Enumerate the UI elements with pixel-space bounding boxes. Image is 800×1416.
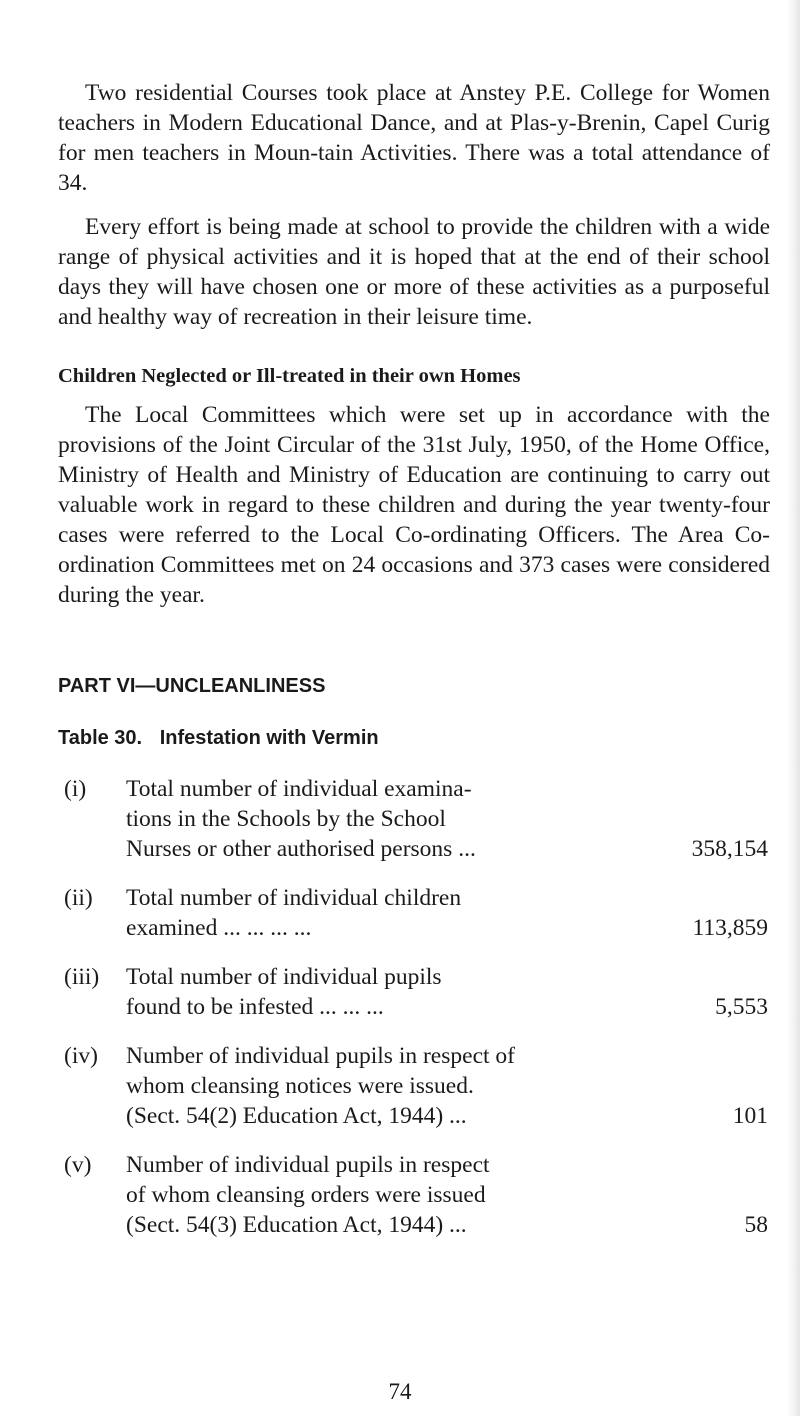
row-label: (i) bbox=[64, 776, 87, 802]
paragraph-residential-courses: Two residential Courses took place at Anstey P.E. College for Women teachers in Modern Educational Dance, and at Plas-y-Brenin, Capel Curig for men teachers in Moun-tain Activities. There was a total attendance of 34. bbox=[58, 80, 770, 196]
infestation-table bbox=[58, 774, 770, 1240]
table-row bbox=[58, 962, 770, 1022]
row-line: Number of individual pupils in respect bbox=[126, 1152, 490, 1178]
table-row bbox=[58, 883, 770, 943]
row-line: whom cleansing notices were issued. bbox=[126, 1073, 474, 1099]
row-description bbox=[126, 962, 656, 1022]
row-label: (ii) bbox=[64, 885, 93, 911]
table-number: Table 30. bbox=[58, 727, 143, 749]
table-row bbox=[58, 1041, 770, 1131]
row-line: Total number of individual children bbox=[126, 885, 462, 911]
row-line: (Sect. 54(2) Education Act, 1944) ... bbox=[126, 1103, 467, 1129]
row-value: 101 bbox=[732, 1103, 768, 1129]
row-value: 113,859 bbox=[692, 915, 768, 941]
row-description bbox=[126, 774, 656, 864]
row-value: 5,553 bbox=[715, 994, 768, 1020]
row-label: (iv) bbox=[64, 1043, 98, 1069]
row-description bbox=[126, 1041, 656, 1131]
row-line: found to be infested ... ... ... bbox=[126, 994, 384, 1020]
section-heading-neglected-children: Children Neglected or Ill-treated in their own Homes bbox=[58, 365, 521, 387]
table-heading bbox=[58, 724, 770, 752]
table-row bbox=[58, 1150, 770, 1240]
table-title: Infestation with Vermin bbox=[159, 727, 379, 749]
row-description bbox=[126, 1150, 656, 1240]
row-line: (Sect. 54(3) Education Act, 1944) ... bbox=[126, 1212, 467, 1238]
page-number: 74 bbox=[388, 1379, 412, 1404]
paragraph-physical-activities: Every effort is being made at school to provide the children with a wide range of physical activities and it is hoped that at the end of their school days they will have chosen one or more of these activities as a purposeful and healthy way of recreation in their leisure time. bbox=[58, 214, 770, 330]
row-line: of whom cleansing orders were issued bbox=[126, 1182, 486, 1208]
row-line: Total number of individual pupils bbox=[126, 964, 442, 990]
row-line: tions in the Schools by the School bbox=[126, 806, 446, 832]
row-value: 358,154 bbox=[691, 836, 768, 862]
row-label: (v) bbox=[64, 1152, 92, 1178]
row-description bbox=[126, 883, 656, 943]
row-label: (iii) bbox=[64, 964, 100, 990]
row-line: Nurses or other authorised persons ... bbox=[126, 836, 476, 862]
part-heading: PART VI—UNCLEANLINESS bbox=[58, 675, 326, 697]
row-line: Total number of individual examina- bbox=[126, 776, 472, 802]
page-content bbox=[58, 78, 770, 1259]
paragraph-local-committees: The Local Committees which were set up in accordance with the provisions of the Joint Circular of the 31st July, 1950, of the Home Office, Ministry of Health and Ministry of Education are continuing to carry out valuable work in regard to these children and during the year twenty-four cases were referred to the Local Co-ordinating Officers. The Area Co-ordination Committees met on 24 occasions and 373 cases were considered during the year. bbox=[58, 402, 770, 608]
row-line: examined ... ... ... ... bbox=[126, 915, 312, 941]
row-line: Number of individual pupils in respect of bbox=[126, 1043, 515, 1069]
row-value: 58 bbox=[744, 1212, 768, 1238]
page-edge-shadow bbox=[786, 0, 800, 1416]
table-row bbox=[58, 774, 770, 864]
